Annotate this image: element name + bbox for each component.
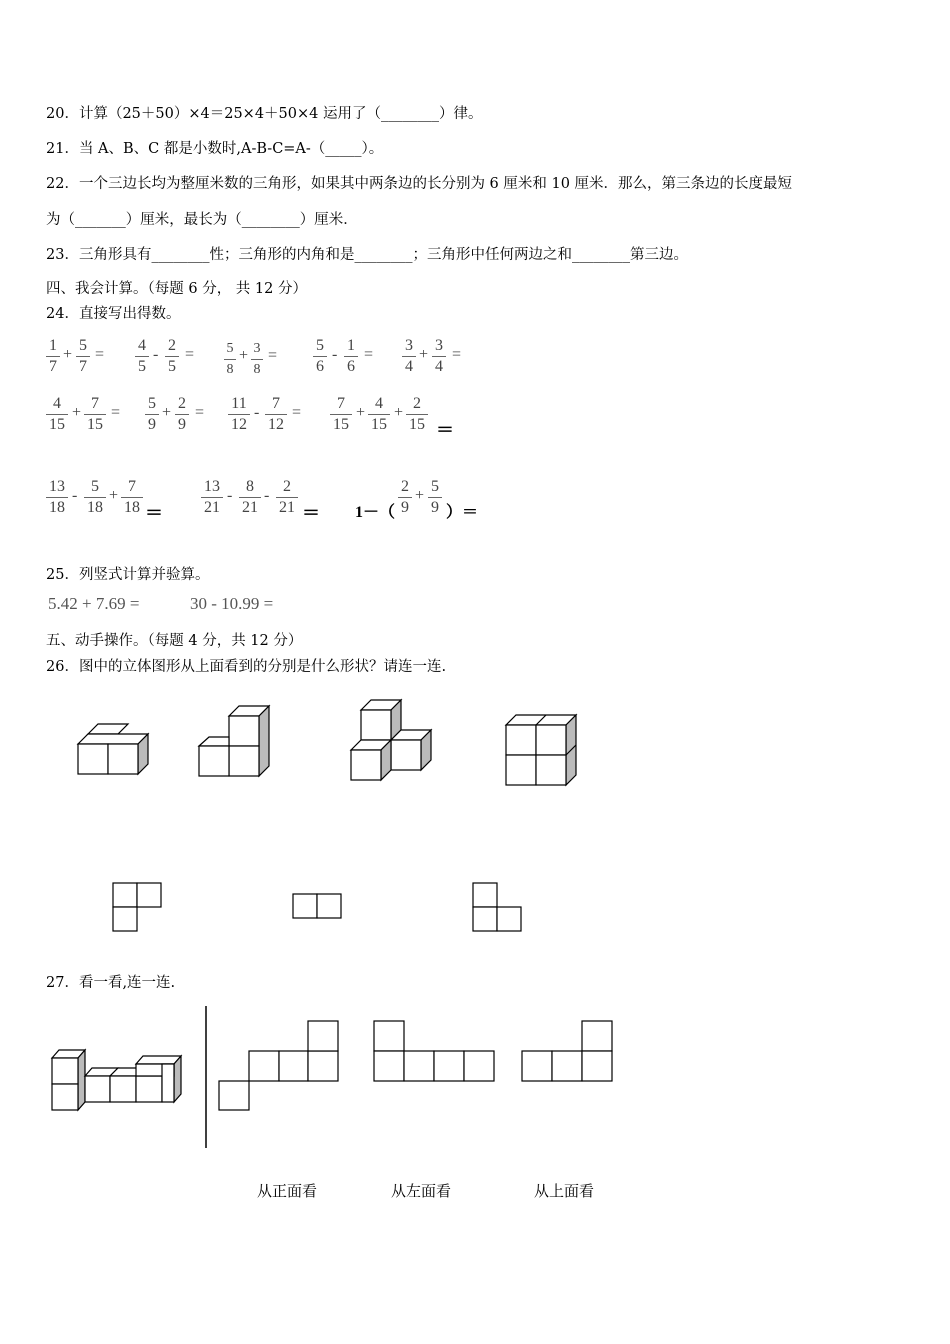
plus-sign: + [162,404,172,421]
solid-figure-q27 [52,1050,181,1110]
fraction: 2 21 [276,478,298,517]
close-paren-equals: ）＝ [446,504,479,521]
view-label-front: 从正面看 [257,1182,318,1200]
plus-sign: + [356,404,366,421]
plus-sign: + [239,347,249,364]
fraction: 3 4 [402,337,416,376]
plus-sign: + [63,346,73,363]
question-22-line1: 22．一个三边长均为整厘米数的三角形，如果其中两条边的长分别为 6 厘米和 10 厘米．那么，第三条边的长度最短 [46,176,793,192]
question-24: 24．直接写出得数。 [46,306,181,322]
fraction: 2 15 [406,395,428,434]
fraction: 13 18 [46,478,68,517]
question-27: 27．看一看,连一连. [46,975,176,991]
question-26: 26．图中的立体图形从上面看到的分别是什么形状？请连一连. [46,659,447,675]
fraction: 8 21 [239,478,261,517]
question-22-line2: 为（_______）厘米，最长为（________）厘米． [46,212,358,228]
fraction: 4 15 [46,395,68,434]
equals-sign: = [195,404,205,421]
view-label-left: 从左面看 [391,1182,452,1200]
equals-sign: = [292,404,302,421]
fraction: 2 9 [175,395,189,434]
equals-sign: = [268,347,278,364]
one-minus-label: 1－（ [355,504,396,521]
fraction: 7 15 [330,395,352,434]
fraction: 11 12 [228,395,250,434]
question-25: 25．列竖式计算并验算。 [46,567,210,583]
minus-sign: - [332,346,338,363]
plus-sign: + [415,487,425,504]
question-20: 20．计算（25＋50）×4＝25×4＋50×4 运用了（________）律。 [46,106,483,122]
minus-sign: - [153,346,159,363]
view-label-top: 从上面看 [534,1182,595,1200]
fraction: 5 7 [76,337,90,376]
fraction: 5 9 [145,395,159,434]
equals-sign: = [452,346,462,363]
equals-sign: ＝ [436,420,454,440]
vertical-expression-2: 30 - 10.99 = [190,594,274,613]
fraction: 5 9 [428,478,442,517]
fraction: 7 12 [265,395,287,434]
fraction: 4 5 [135,337,149,376]
minus-sign: - [264,487,270,504]
fraction: 3 4 [432,337,446,376]
vertical-expression-1: 5.42 + 7.69 = [48,594,140,613]
question-21: 21．当 A、B、C 都是小数时,A-B-C=A-（_____）。 [46,141,384,157]
fraction: 2 9 [398,478,412,517]
section-5-heading: 五、动手操作。（每题 4 分，共 12 分） [46,633,303,649]
minus-sign: - [227,487,233,504]
minus-sign: - [72,487,78,504]
fraction: 5 18 [84,478,106,517]
plus-sign: + [394,404,404,421]
view-shape-1 [219,1021,338,1110]
plus-sign: + [419,346,429,363]
equals-sign: = [111,404,121,421]
equals-sign: ＝ [145,503,163,523]
fraction: 4 15 [368,395,390,434]
question-23: 23．三角形具有________性；三角形的内角和是________；三角形中任何两边之和________第三边。 [46,247,688,263]
view-shape-2 [374,1021,494,1081]
plus-sign: + [109,487,119,504]
fraction: 3 8 [251,340,263,379]
plus-sign: + [72,404,82,421]
fraction: 5 8 [224,340,236,379]
minus-sign: - [254,404,260,421]
fraction: 7 18 [121,478,143,517]
fraction: 5 6 [313,337,327,376]
equals-sign: = [95,346,105,363]
fraction: 1 7 [46,337,60,376]
view-shape-3 [522,1021,612,1081]
fraction: 2 5 [165,337,179,376]
fraction: 1 6 [344,337,358,376]
fraction: 13 21 [201,478,223,517]
equals-sign: = [185,346,195,363]
section-4-heading: 四、我会计算。（每题 6 分， 共 12 分） [46,281,307,297]
equals-sign: = [364,346,374,363]
fraction: 7 15 [84,395,106,434]
equals-sign: ＝ [302,503,320,523]
